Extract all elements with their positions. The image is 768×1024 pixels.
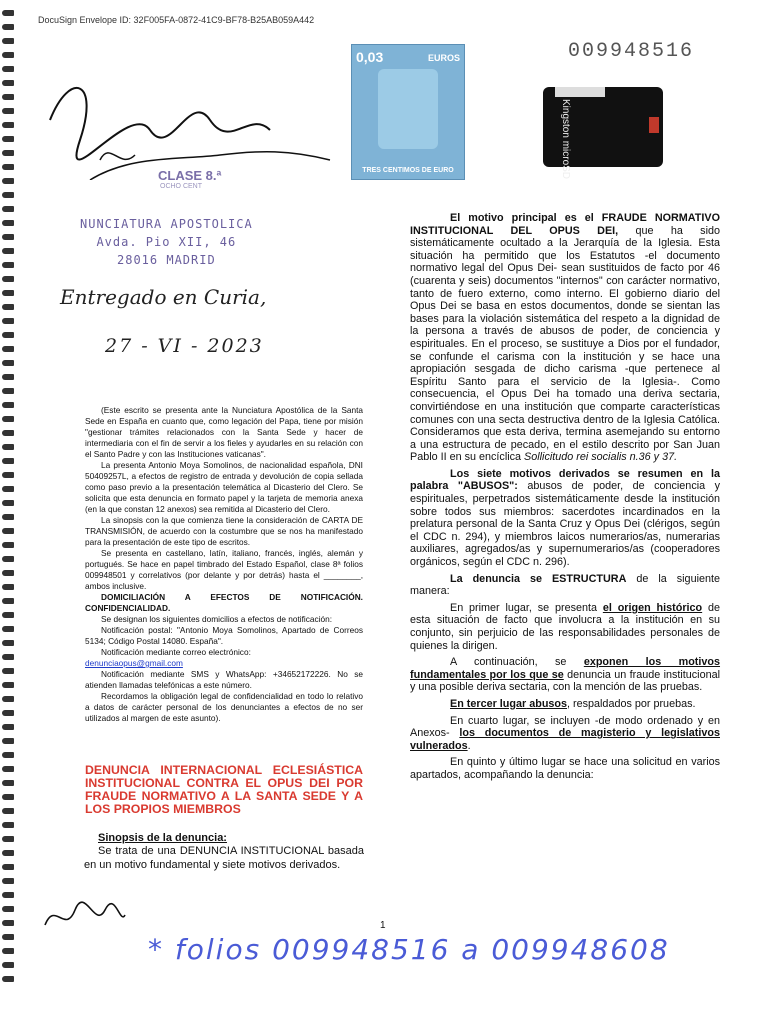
left-p4: Se presenta en castellano, latín, italiano, francés, inglés, alemán y portugués. Se hace en papel timbrado del Estado Español, clase 8ª folios 009948501 y correlativos (por delante y por detrás) hasta el ________, ambos inclusive.	[85, 548, 363, 591]
envelope-id: DocuSign Envelope ID: 32F005FA-0872-41C9-BF78-B25AB059A442	[38, 15, 315, 25]
handwritten-folios-note: * folios 009948516 a 009948608	[148, 933, 670, 966]
addressee-line2: Avda. Pio XII, 46	[96, 235, 237, 249]
signature-top	[40, 60, 340, 180]
left-notification-heading: DOMICILIACIÓN A EFECTOS DE NOTIFICACIÓN. CONFIDENCIALIDAD.	[85, 592, 363, 613]
right-p8: En quinto y último lugar se hace una solicitud en varios apartados, acompañando la denuncia:	[410, 756, 720, 781]
left-column	[85, 405, 363, 724]
serial-number: 009948516	[568, 40, 695, 63]
left-p10: Recordamos la obligación legal de confidencialidad en todo lo relativo a datos de carácter personal de los denunciantes a efectos de no ser utilizados al margen de este asunto).	[85, 691, 363, 723]
addressee	[80, 215, 253, 269]
right-p7: En cuarto lugar, se incluyen -de modo ordenado y en Anexos- los documentos de magisterio y legislativos vulnerados.	[410, 714, 720, 752]
email-link[interactable]: denunciaopus@gmail.com	[85, 658, 183, 668]
right-p1: El motivo principal es el FRAUDE NORMATIVO INSTITUCIONAL DEL OPUS DEI, que ha sido sistemáticamente ocultado a la Jerarquía de la Iglesia. Esta situación ha permitido que los Estatutos -el documento normativo legal del Opus Dei- sean sustituidos de facto por 46 (cuarenta y seis) documentos "internos" con carácter normativo, tanto de fuero externo, como interno. El gobierno diario del Opus Dei se basa en estos documentos, donde se sientan las bases para la violación sistemática del respeto a la dignidad de la persona a través de abusos de poder, de conciencia y espirituales. En el proceso, se sustituye a Dios por el fundador, se confunde el carisma con la institución y se hace una apropiación sesgada de dicho carisma -que pertenece al Espíritu Santo para el servicio de la Iglesia-. Como consecuencia, el Opus Dei ha tomado una deriva sectaria, convirtiéndose en una institución que comparte características comunes con una secta destructiva dentro de la Iglesia Católica. Consideramos que esta deriva, termina asemejando su entorno a una estructura de pecado, en el estilo descrito por San Juan Pablo II en su encíclica Sollicitudo rei socialis n.36 y 37.	[410, 212, 720, 464]
coat-of-arms-icon	[378, 69, 438, 149]
left-p3: La sinopsis con la que comienza tiene la consideración de CARTA DE TRANSMISIÓN, de acuerdo con la costumbre que se nos ha manifestado para la presentación de este tipo de escritos.	[85, 515, 363, 547]
card-lock-icon	[649, 117, 659, 133]
right-p6: En tercer lugar abusos, respaldados por pruebas.	[450, 697, 696, 710]
synopsis-text: Se trata de una DENUNCIA INSTITUCIONAL basada en un motivo fundamental y siete motivos derivados.	[84, 845, 364, 871]
left-p2: La presenta Antonio Moya Somolinos, de nacionalidad española, DNI 50409257L, a efectos de registro de entrada y devolución de copia sellada como paso previo a la presentación telemática al Dicasterio del Clero. Se solicita que esta denuncia en formato papel y la tarjeta de memoria anexa (en la que constan 12 anexos) sea remitida al Dicasterio del Clero.	[85, 460, 363, 514]
handwritten-date: 27 - VI - 2023	[105, 335, 264, 357]
addressee-line1: NUNCIATURA APOSTOLICA	[80, 217, 253, 231]
synopsis-heading: Sinopsis de la denuncia:	[98, 832, 227, 844]
left-p9: Notificación mediante SMS y WhatsApp: +34652172226. No se atienden llamadas telefónicas a este número.	[85, 669, 363, 690]
stamp-class: CLASE 8.ª	[158, 168, 222, 183]
handwritten-delivered: Entregado en Curia,	[60, 285, 267, 309]
addressee-line3: 28016 MADRID	[117, 253, 216, 267]
left-p1: (Este escrito se presenta ante la Nunciatura Apostólica de la Santa Sede en España en cuanto que, como legación del Papa, tiene por misión "gestionar trámites relacionados con la Santa Sede y hacer de intermediaria con el fin de servir a los fieles y ayudarles en su relación con el Santo Padre y con las Instituciones vaticanas".	[85, 405, 363, 459]
right-column	[410, 212, 720, 786]
stamp-class-sub: OCHO CENT	[160, 183, 202, 190]
left-p6: Se designan los siguientes domicilios a efectos de notificación:	[101, 614, 333, 624]
right-p5: A continuación, se exponen los motivos fundamentales por los que se denuncia un fraude institucional y una posible deriva sectaria, con la mención de las pruebas.	[410, 656, 721, 694]
stamp-currency: EUROS	[427, 53, 460, 63]
microsd-card-image	[543, 87, 663, 180]
page-number: 1	[380, 920, 386, 931]
tax-stamp	[351, 44, 465, 180]
document-title: DENUNCIA INTERNACIONAL ECLESIÁSTICA INSTITUCIONAL CONTRA EL OPUS DEI POR FRAUDE NORMATIVO A LA SANTA SEDE Y A LOS PROPIOS MIEMBROS	[85, 763, 363, 816]
card-label: Kingston microSD	[560, 99, 571, 180]
stamp-footer: TRES CENTIMOS DE EURO	[362, 167, 454, 174]
left-p7: Notificación postal: "Antonio Moya Somolinos, Apartado de Correos 5134; Código Postal 14080. España".	[85, 625, 363, 646]
left-p8: Notificación mediante correo electrónico:	[101, 647, 251, 657]
signature-bottom	[40, 895, 130, 940]
binding-spiral	[2, 10, 16, 1010]
right-p3: La denuncia se ESTRUCTURA de la siguiente manera:	[410, 572, 720, 598]
stamp-value: 0,03	[356, 49, 384, 65]
right-p2: Los siete motivos derivados se resumen en la palabra "ABUSOS": abusos de poder, de conciencia y espirituales, perpetrados sistemáticamente desde la institución sobre todos sus miembros: sacerdotes incardinados en la prelatura personal de la Santa Cruz y Opus Dei (clérigos, según el CDC n. 294), y miembros laicos numerarios/as, numerarias auxiliares, agregados/as y supernumerarios/as (cooperadores orgánicos, según el CDC n. 296).	[410, 467, 720, 569]
right-p4: En primer lugar, se presenta el origen histórico de esta situación de facto que involucra a la institución en su conjunto, sin perjuicio de las responsabilidades personales de quienes la dirigen.	[410, 601, 720, 652]
